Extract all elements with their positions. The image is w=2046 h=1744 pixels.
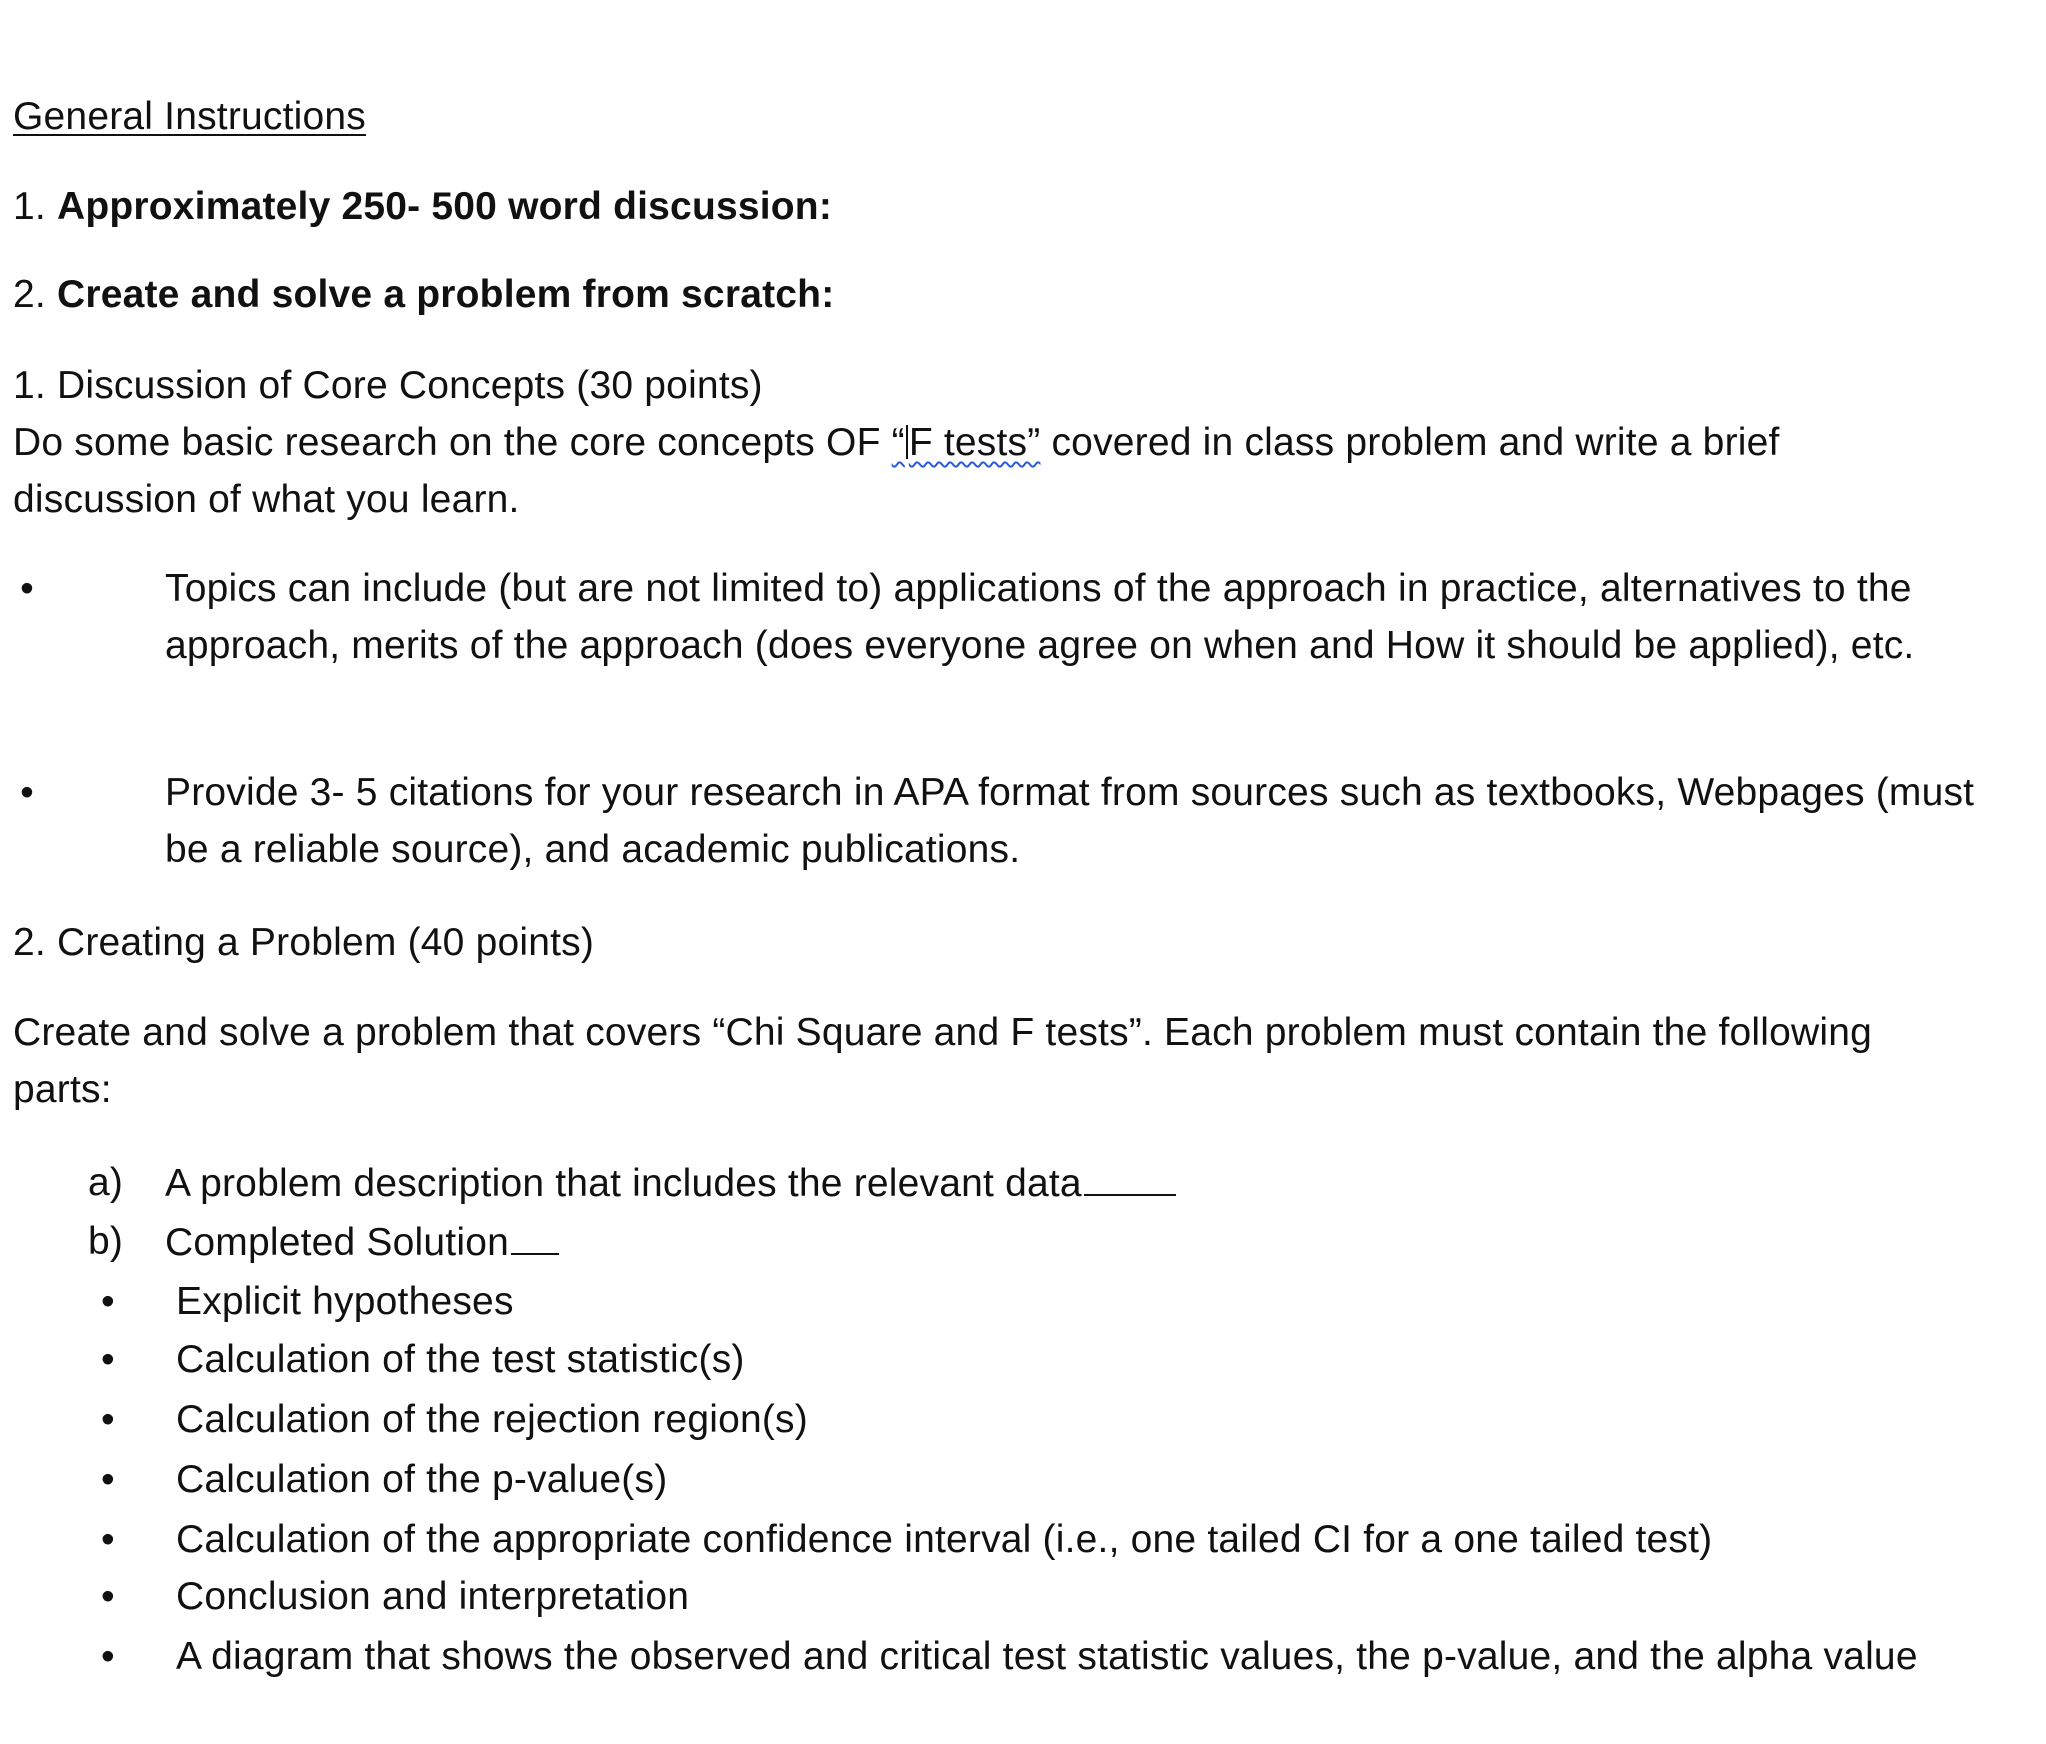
answer-blank <box>511 1213 559 1255</box>
solution-item-text: Calculation of the test statistic(s) <box>176 1338 745 1381</box>
solution-item-text: Conclusion and interpretation <box>176 1575 690 1618</box>
section-1-intro-quoted: F tests” <box>908 421 1041 464</box>
task-1-number: 1. <box>13 185 57 228</box>
part-b-label: Completed Solution <box>165 1221 509 1264</box>
section-2-title: 2. Creating a Problem (40 points) <box>13 921 595 964</box>
part-a-text <box>165 1154 1176 1212</box>
solution-item-text: Explicit hypotheses <box>176 1280 514 1323</box>
section-1-bullet-text: Topics can include (but are not limited to) applications of the approach in practice, alternatives to the approach, merits of the approach (does everyone agree on when and How it should be applied), etc. <box>165 567 1915 667</box>
part-b-marker: b) <box>88 1220 124 1263</box>
bullet-dot: • <box>101 1458 115 1501</box>
solution-item-text: Calculation of the appropriate confidence interval (i.e., one tailed CI for a one tailed test) <box>176 1518 1713 1561</box>
bullet-dot: • <box>20 771 34 814</box>
section-1-intro-after: covered in class problem and write a brief discussion of what you learn. <box>13 421 1780 521</box>
section-1-title: 1. Discussion of Core Concepts (30 points) <box>13 364 763 407</box>
spellcheck-marked-quote: “ <box>891 421 905 464</box>
section-1-intro <box>13 414 1973 528</box>
text-cursor <box>906 425 908 459</box>
task-2-number: 2. <box>13 273 57 316</box>
document-page <box>13 0 2023 1744</box>
section-2-intro: Create and solve a problem that covers “Chi Square and F tests”. Each problem must contain the following parts: <box>13 1011 1873 1111</box>
part-a-label: A problem description that includes the relevant data <box>165 1162 1082 1205</box>
section-1-intro-before: Do some basic research on the core concepts OF <box>13 421 892 464</box>
bullet-dot: • <box>20 567 34 610</box>
task-2-text: Create and solve a problem from scratch: <box>56 273 835 316</box>
solution-item-text: A diagram that shows the observed and critical test statistic values, the p-value, and the alpha value <box>176 1635 1918 1678</box>
solution-item-text: Calculation of the rejection region(s) <box>176 1398 808 1441</box>
bullet-dot: • <box>101 1398 115 1441</box>
part-b-text <box>165 1213 559 1271</box>
bullet-dot: • <box>101 1575 115 1618</box>
task-1 <box>13 178 832 235</box>
heading-general-instructions: General Instructions <box>13 95 367 138</box>
bullet-dot: • <box>101 1338 115 1381</box>
part-a-marker: a) <box>88 1161 124 1204</box>
bullet-dot: • <box>101 1280 115 1323</box>
task-1-text: Approximately 250- 500 word discussion: <box>56 185 833 228</box>
bullet-dot: • <box>101 1635 115 1678</box>
task-2 <box>13 266 834 323</box>
section-1-bullet-text: Provide 3- 5 citations for your research in APA format from sources such as textbooks, Webpages (must be a reliable source), and academic publications. <box>165 771 1975 871</box>
solution-item-text: Calculation of the p-value(s) <box>176 1458 668 1501</box>
answer-blank <box>1084 1154 1176 1196</box>
bullet-dot: • <box>101 1518 115 1561</box>
